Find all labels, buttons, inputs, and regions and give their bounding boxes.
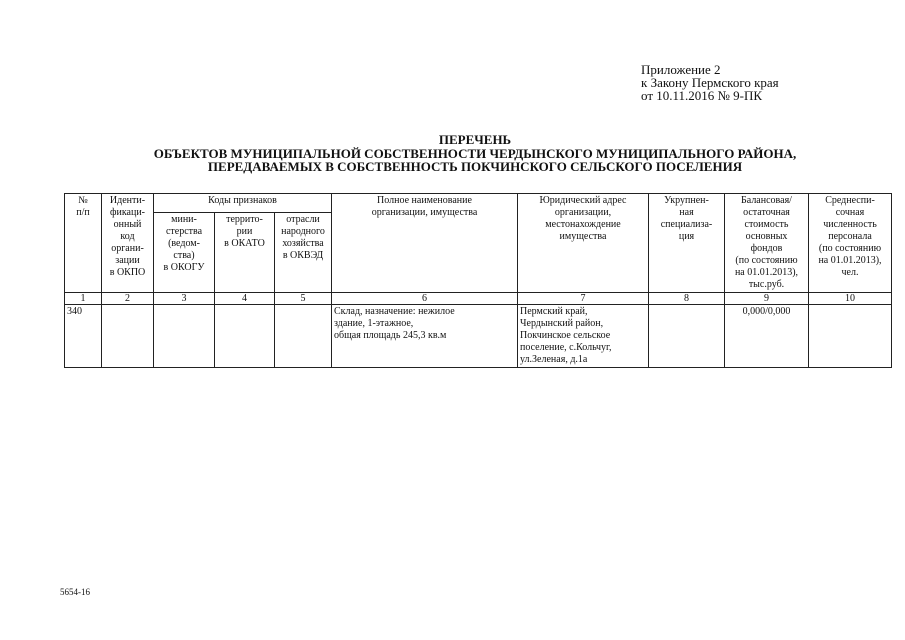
appendix-line-3: от 10.11.2016 № 9-ПК — [641, 88, 763, 103]
title-line-1: ПЕРЕЧЕНЬ — [438, 132, 512, 147]
header-okpo: Иденти- фикаци- онный код органи- зации в ОКПО — [102, 194, 154, 293]
title-line-2: ОБЪЕКТОВ МУНИЦИПАЛЬНОЙ СОБСТВЕННОСТИ ЧЕРДЫНСКОГО МУНИЦИПАЛЬНОГО РАЙОНА, — [153, 145, 797, 161]
header-num: № п/п — [65, 194, 102, 293]
header-row-1 — [65, 194, 892, 213]
header-codes-group: Коды признаков — [154, 194, 332, 213]
table-row — [65, 305, 892, 368]
header-staff: Среднеспи- сочная численность персонала (по состоянию на 01.01.2013), чел. — [809, 194, 892, 293]
header-okato: террито- рии в ОКАТО — [215, 213, 275, 293]
column-number: 8 — [649, 293, 725, 305]
column-number: 1 — [65, 293, 102, 305]
objects-table — [64, 193, 892, 368]
column-number: 10 — [809, 293, 892, 305]
header-address: Юридический адрес организации, местонахождение имущества — [518, 194, 649, 293]
column-number: 7 — [518, 293, 649, 305]
cell-address: Пермский край, Чердынский район, Покчинское сельское поселение, с.Кольчуг, ул.Зеленая, д.1а — [518, 305, 649, 368]
header-specialization: Укрупнен- ная специализа- ция — [649, 194, 725, 293]
cell-balance: 0,000/0,000 — [725, 305, 809, 368]
appendix-line-1: Приложение 2 — [641, 62, 721, 77]
column-number: 6 — [332, 293, 518, 305]
cell-okved — [275, 305, 332, 368]
cell-okpo — [102, 305, 154, 368]
header-okved: отрасли народного хозяйства в ОКВЭД — [275, 213, 332, 293]
cell-num: 340 — [65, 305, 102, 368]
column-number: 2 — [102, 293, 154, 305]
appendix-line-2: к Закону Пермского края — [641, 75, 779, 90]
column-number: 5 — [275, 293, 332, 305]
column-number: 4 — [215, 293, 275, 305]
column-number: 3 — [154, 293, 215, 305]
document-title — [60, 133, 890, 174]
column-numbers-row — [65, 293, 892, 305]
cell-specialization — [649, 305, 725, 368]
header-balance: Балансовая/ остаточная стоимость основных фондов (по состоянию на 01.01.2013), тыс.руб. — [725, 194, 809, 293]
cell-name: Склад, назначение: нежилое здание, 1-этажное, общая площадь 245,3 кв.м — [332, 305, 518, 368]
column-number: 9 — [725, 293, 809, 305]
header-name: Полное наименование организации, имущества — [332, 194, 518, 293]
document-code: 5654-16 — [60, 587, 90, 597]
cell-okato — [215, 305, 275, 368]
header-okogu: мини- стерства (ведом- ства) в ОКОГУ — [154, 213, 215, 293]
title-line-3: ПЕРЕДАВАЕМЫХ В СОБСТВЕННОСТЬ ПОКЧИНСКОГО СЕЛЬСКОГО ПОСЕЛЕНИЯ — [207, 159, 743, 174]
cell-okogu — [154, 305, 215, 368]
appendix-note — [641, 63, 779, 102]
cell-staff — [809, 305, 892, 368]
